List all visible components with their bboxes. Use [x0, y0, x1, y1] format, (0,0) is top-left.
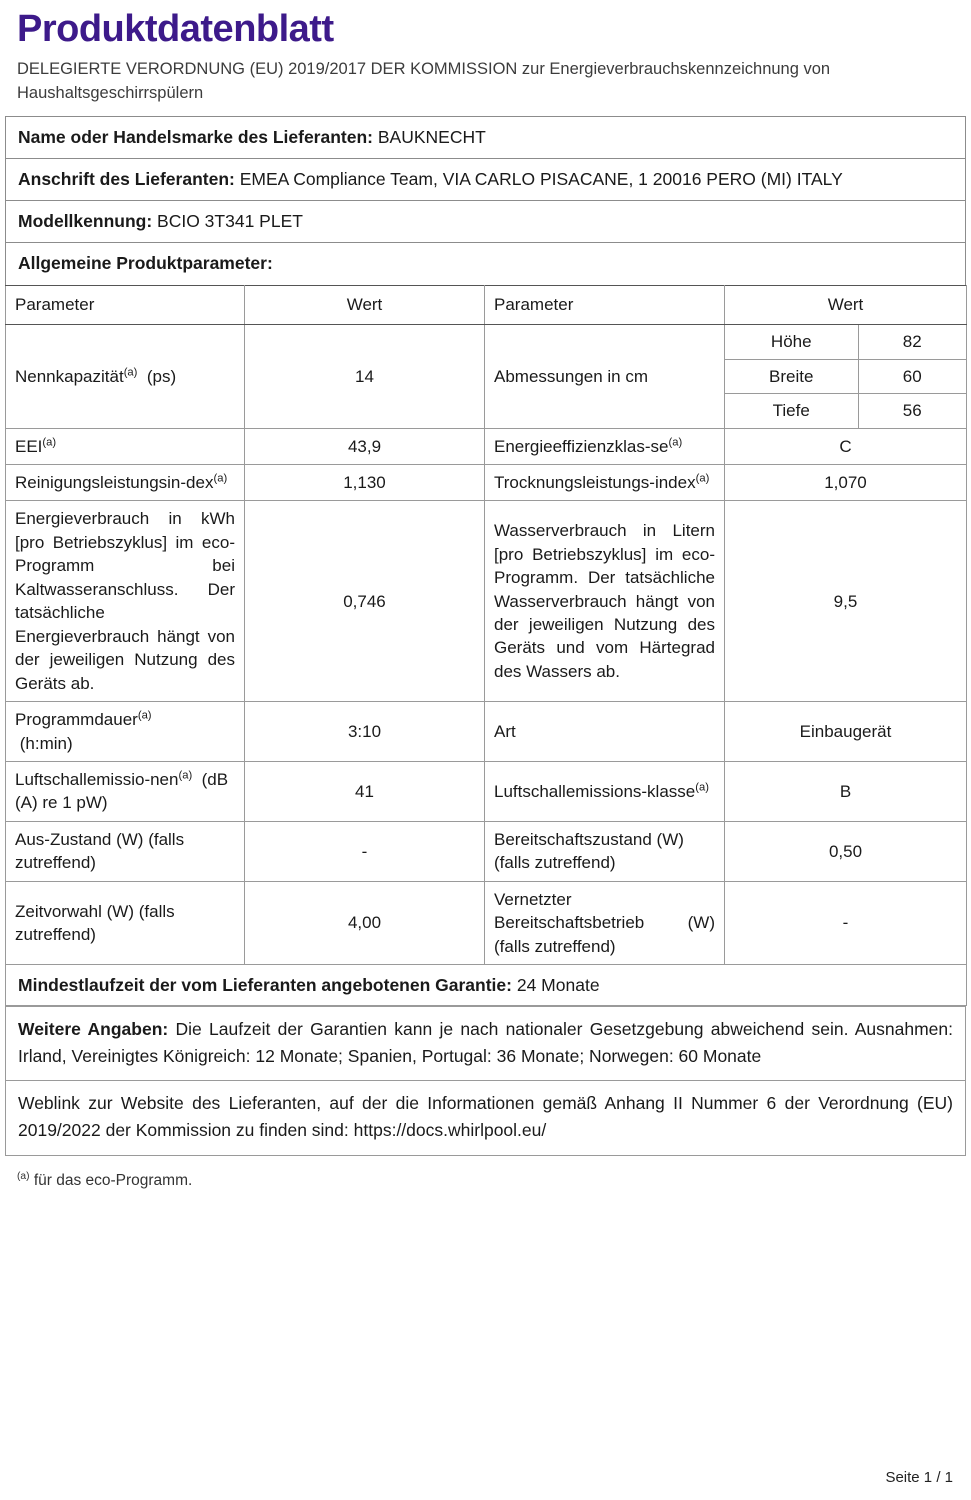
noise-emission-label [6, 761, 245, 821]
eei-label-text: EEI [15, 436, 43, 456]
noise-class-label [485, 761, 725, 821]
noise-class-value: B [725, 761, 967, 821]
model-row [6, 201, 966, 243]
model-label: Modellkennung: [18, 211, 153, 232]
footnote-marker: (a) [123, 365, 138, 378]
off-mode-value: - [245, 821, 485, 881]
product-parameters-table [5, 285, 967, 1007]
energy-class-label [485, 428, 725, 464]
energy-class-value: C [725, 428, 967, 464]
footnote-text: für das eco-Programm. [33, 1171, 193, 1189]
guarantee-label: Mindestlaufzeit der vom Lieferanten angebotenen Garantie: [18, 975, 512, 996]
additional-info-label: Weitere Angaben: [18, 1019, 169, 1040]
additional-info-row [6, 1007, 966, 1081]
drying-index-label [485, 465, 725, 501]
header-value-1: Wert [245, 285, 485, 324]
cleaning-index-label-text: Reinigungsleistungsin-dex [15, 473, 214, 492]
table-row-delay-start [6, 881, 967, 964]
dimension-name-height: Höhe [725, 325, 858, 359]
supplier-info-table [5, 116, 966, 285]
footnote-marker: (a) [668, 435, 683, 448]
dimension-row-height [725, 325, 966, 359]
table-row-guarantee [6, 965, 967, 1006]
networked-standby-value: - [725, 881, 967, 964]
header-parameter-1: Parameter [6, 285, 245, 324]
dimensions-subtable [725, 325, 966, 427]
weblink-description: Weblink zur Website des Lieferanten, auf der die Informationen gemäß Anhang II Nummer 6 der Verordnung (EU) 2019/2022 der Kommission zu finden sind: [18, 1093, 953, 1141]
networked-standby-label: Vernetzter Bereitschaftsbetrieb (W) (falls zutreffend) [485, 881, 725, 964]
page-title: Produktdatenblatt [17, 8, 334, 50]
footnote [5, 1156, 966, 1192]
eei-label [6, 428, 245, 464]
water-consumption-value: 9,5 [725, 501, 967, 702]
weblink-cell [6, 1081, 966, 1155]
supplier-address-value: EMEA Compliance Team, VIA CARLO PISACANE, 1 20016 PERO (MI) ITALY [239, 168, 843, 189]
cleaning-index-label [6, 465, 245, 501]
standby-mode-value: 0,50 [725, 821, 967, 881]
noise-class-label-text: Luftschallemissions-klasse [494, 781, 696, 801]
energy-class-label-text: Energieeffizienzklas-se [494, 436, 669, 456]
program-duration-label [6, 702, 245, 762]
delay-start-value: 4,00 [245, 881, 485, 964]
regulation-subtitle: DELEGIERTE VERORDNUNG (EU) 2019/2017 DER KOMMISSION zur Energieverbrauchskennzeichnung von Haushaltsgeschirrspülern [17, 59, 831, 102]
header-value-2: Wert [725, 285, 967, 324]
table-row-eei [6, 428, 967, 464]
program-duration-value: 3:10 [245, 702, 485, 762]
dimension-value-width: 60 [858, 359, 966, 393]
program-duration-label-text: Programmdauer [15, 710, 138, 730]
noise-emission-label-text: Luftschallemissio-nen [15, 769, 179, 789]
guarantee-value: 24 Monate [516, 975, 600, 996]
drying-index-label-text: Trocknungsleistungs-index [494, 473, 696, 492]
capacity-label-unit: (ps) [146, 366, 177, 386]
general-parameters-row [6, 243, 966, 285]
dimensions-label: Abmessungen in cm [485, 325, 725, 428]
energy-consumption-label: Energieverbrauch in kWh [pro Betriebszyklus] im eco-Programm bei Kaltwasseranschluss. Der tatsächliche Energieverbrauch hängt von der jeweiligen Nutzung des Geräts ab. [6, 501, 245, 702]
dimension-name-width: Breite [725, 359, 858, 393]
table-row-cleaning-index [6, 465, 967, 501]
drying-index-value: 1,070 [725, 465, 967, 501]
footnote-marker: (a) [42, 435, 57, 448]
notes-table [5, 1006, 966, 1155]
dimensions-value-cell [725, 325, 967, 428]
appliance-type-label: Art [485, 702, 725, 762]
table-row-consumption [6, 501, 967, 702]
model-value: BCIO 3T341 PLET [157, 211, 303, 232]
supplier-name-row [6, 116, 966, 158]
footnote-marker: (a) [695, 781, 709, 794]
table-row-noise [6, 761, 967, 821]
table-row-program-duration [6, 702, 967, 762]
general-parameters-label: Allgemeine Produktparameter: [18, 253, 273, 274]
footnote-marker: (a) [17, 1170, 30, 1182]
footnote-marker: (a) [137, 709, 152, 722]
noise-emission-unit: (dB (A) re 1 pW) [15, 769, 229, 813]
standby-mode-label: Bereitschaftszustand (W) (falls zutreffend) [485, 821, 725, 881]
footnote-marker: (a) [213, 472, 228, 485]
footnote-marker: (a) [695, 472, 710, 485]
supplier-address-row [6, 158, 966, 200]
supplier-name-label: Name oder Handelsmarke des Lieferanten: [18, 126, 373, 147]
program-duration-unit: (h:min) [19, 733, 73, 753]
water-consumption-label: Wasserverbrauch in Litern [pro Betriebszyklus] im eco-Programm. Der tatsächliche Wasserverbrauch hängt von der jeweiligen Nutzung des Geräts und vom Härtegrad des Wassers ab. [485, 501, 725, 702]
weblink-url[interactable]: https://docs.whirlpool.eu/ [353, 1120, 547, 1141]
eei-value: 43,9 [245, 428, 485, 464]
guarantee-cell [6, 965, 967, 1006]
footnote-marker: (a) [178, 769, 193, 782]
supplier-name-value: BAUKNECHT [377, 126, 486, 147]
capacity-label-text: Nennkapazität [15, 366, 124, 386]
delay-start-label: Zeitvorwahl (W) (falls zutreffend) [6, 881, 245, 964]
dimension-name-depth: Tiefe [725, 394, 858, 428]
header-parameter-2: Parameter [485, 285, 725, 324]
page-number: Seite 1 / 1 [885, 1469, 953, 1486]
dimension-value-depth: 56 [902, 401, 922, 421]
off-mode-label: Aus-Zustand (W) (falls zutreffend) [6, 821, 245, 881]
additional-info-cell [6, 1007, 966, 1081]
dimension-value-height: 82 [858, 325, 966, 359]
dimension-row-width [725, 359, 966, 393]
noise-emission-value: 41 [245, 761, 485, 821]
energy-consumption-value: 0,746 [245, 501, 485, 702]
additional-info-text: Die Laufzeit der Garantien kann je nach nationaler Gesetzgebung abweichend sein. Ausnahmen: Irland, Vereinigtes Königreich: 12 Monate; Spanien, Portugal: 36 Monate; Norwegen: 60 Monate [18, 1019, 953, 1066]
capacity-value: 14 [245, 325, 485, 428]
appliance-type-value: Einbaugerät [725, 702, 967, 762]
weblink-row [6, 1081, 966, 1155]
supplier-address-label: Anschrift des Lieferanten: [18, 168, 235, 189]
table-row-off-mode [6, 821, 967, 881]
table-row-capacity [6, 325, 967, 428]
cleaning-index-value: 1,130 [245, 465, 485, 501]
table-header-row [6, 285, 967, 324]
capacity-label [6, 325, 245, 428]
dimension-row-depth [725, 394, 966, 428]
